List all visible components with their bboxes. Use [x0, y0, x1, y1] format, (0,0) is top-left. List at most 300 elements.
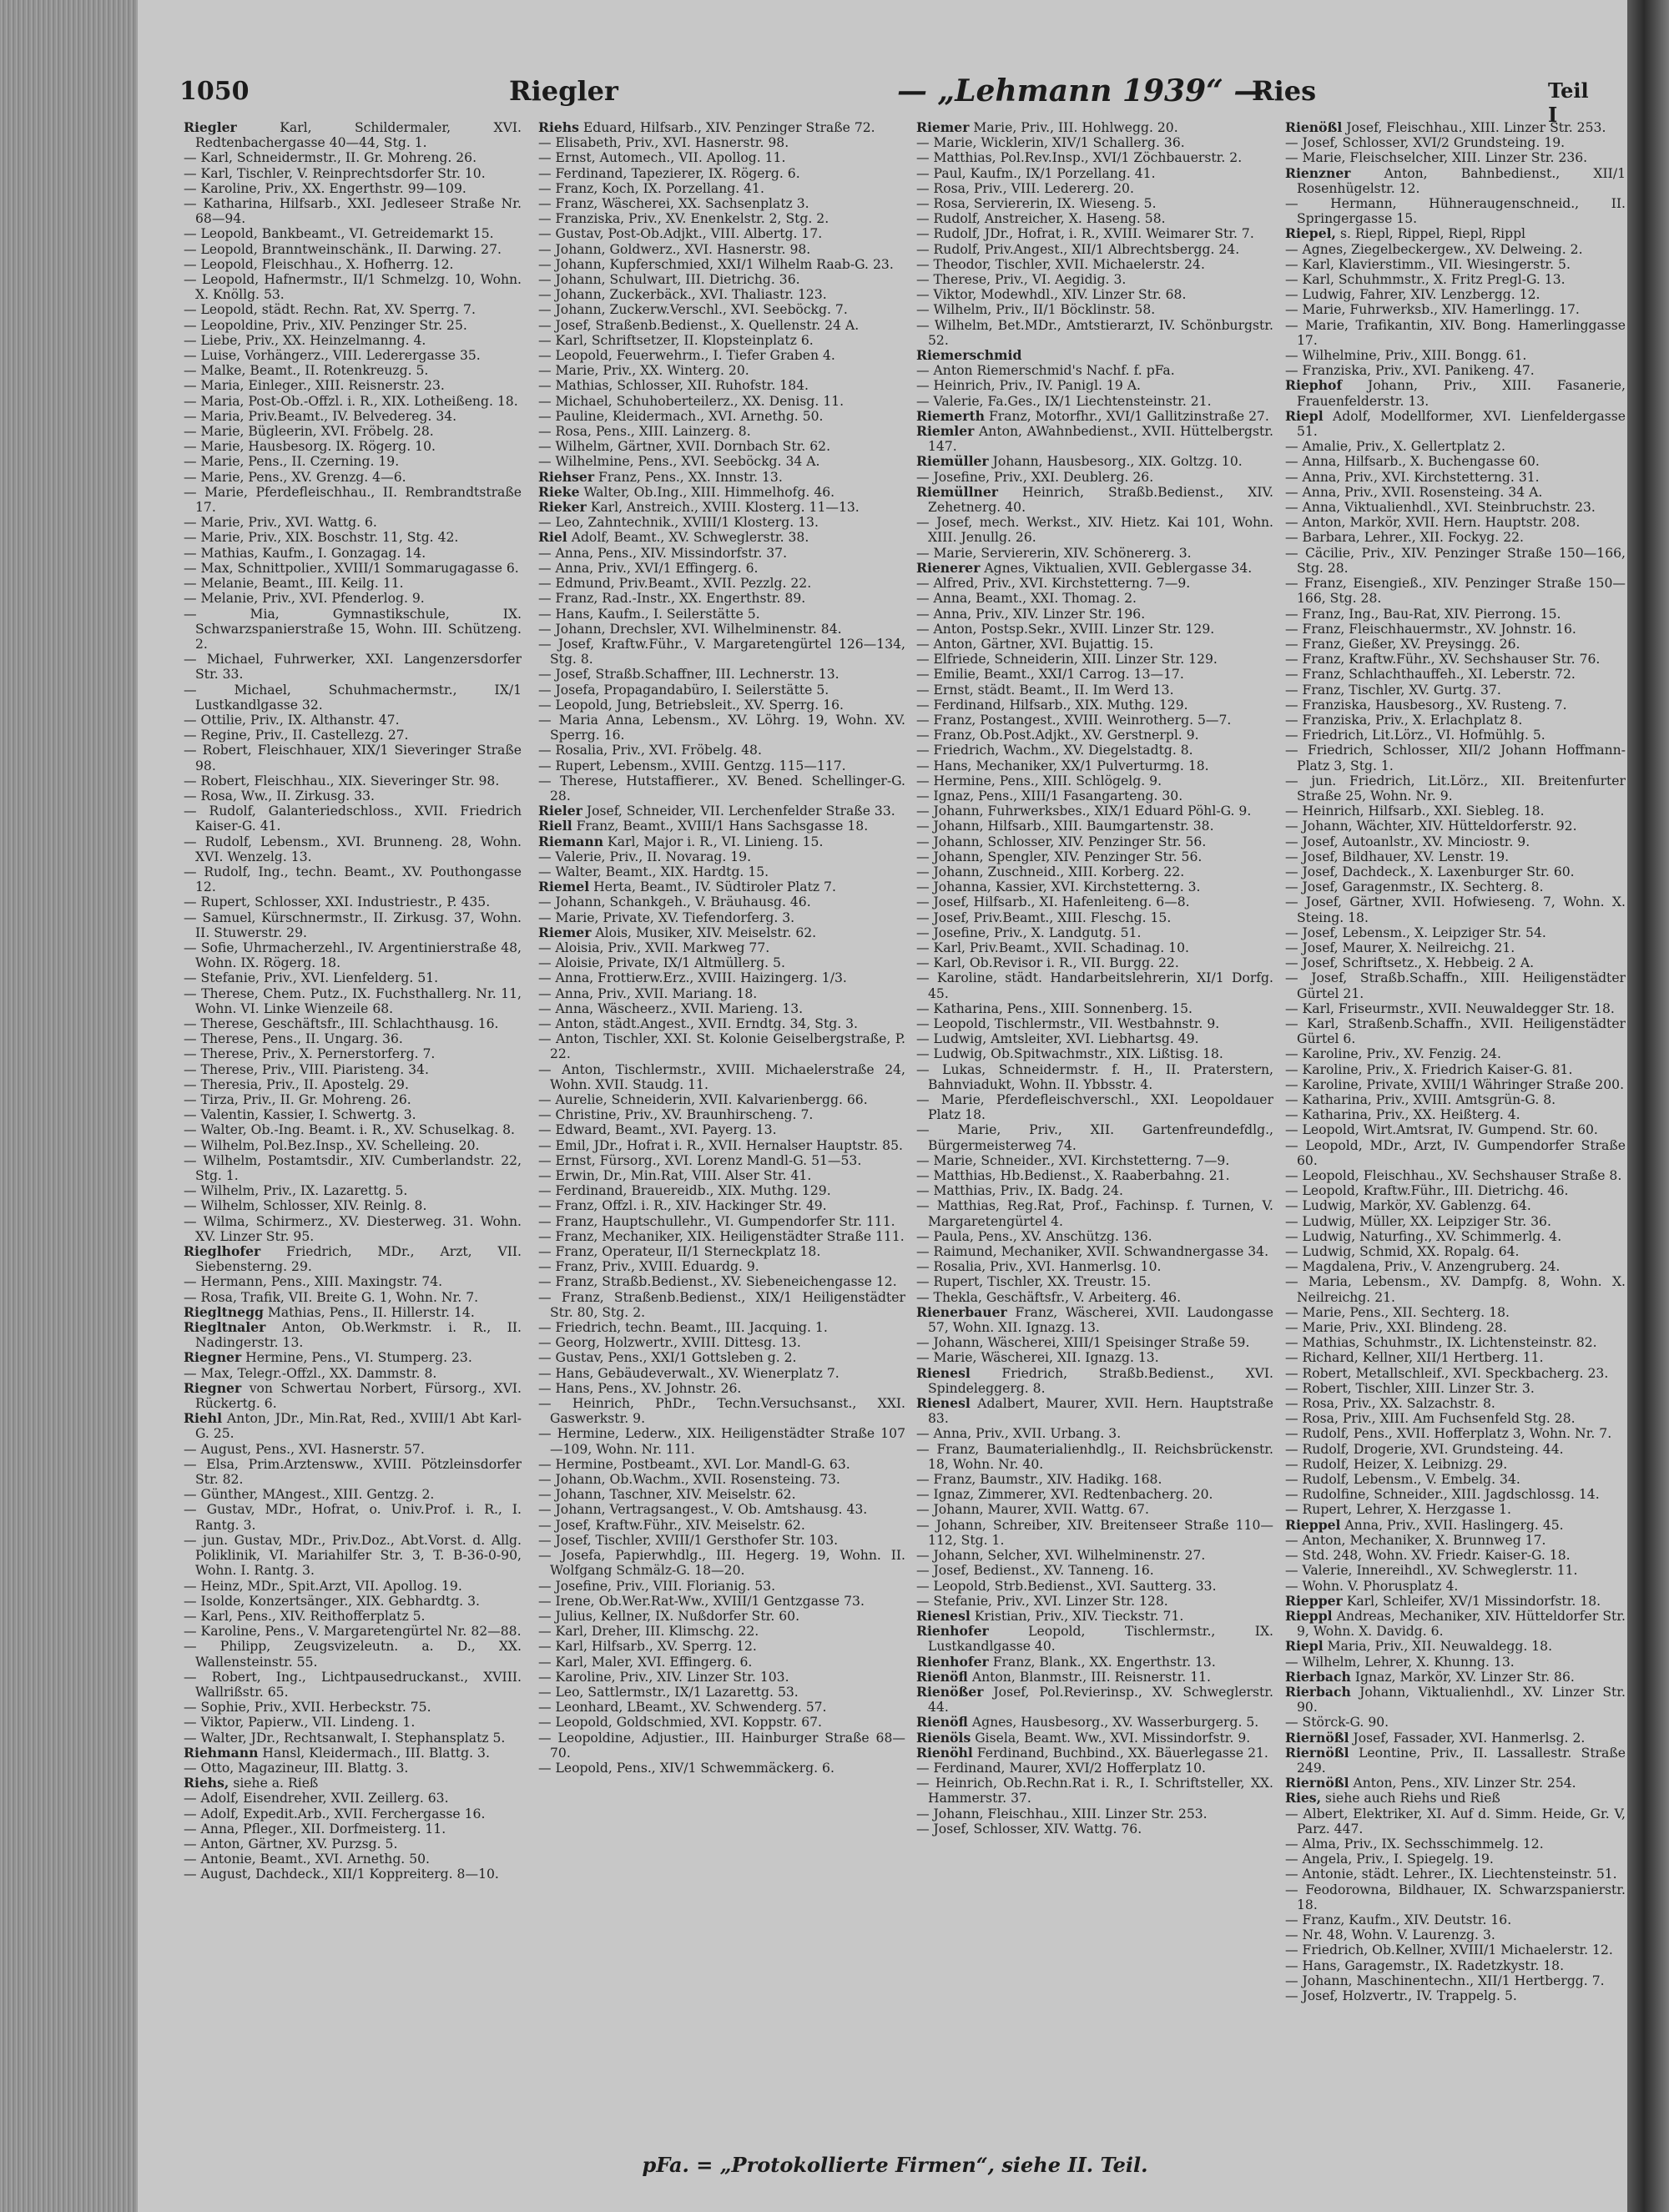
directory-entry: — Josef, Schlosser, XIV. Wattg. 76. [916, 1821, 1142, 1837]
directory-entry: — Rudolf, Ing., techn. Beamt., XV. Pouthongasse 12. [184, 864, 522, 895]
directory-entry: — Matthias, Hb.Bedienst., X. Raaberbahng. 21. [916, 1168, 1230, 1184]
directory-entry: — Ferdinand, Hilfsarb., XIX. Muthg. 129. [916, 697, 1188, 713]
directory-entry: Ries, siehe auch Riehs und Rieß [1285, 1790, 1500, 1806]
directory-entry: — Rudolf, Pens., XVII. Hofferplatz 3, Wohn. Nr. 7. [1285, 1426, 1612, 1442]
directory-entry: Rienerbauer Franz, Wäscherei, XVII. Laudongasse 57, Wohn. XII. Ignazg. 13. [916, 1303, 1273, 1336]
directory-entry: Riemüller Johann, Hausbesorg., XIX. Goltzg. 10. [916, 453, 1243, 470]
directory-entry: — Therese, Geschäftsfr., III. Schlachthausg. 16. [184, 1015, 499, 1031]
directory-entry: — Josef, Schriftsetz., X. Hebbeig. 2 A. [1285, 955, 1535, 971]
directory-entry: — Franziska, Priv., XV. Enenkelstr. 2, Stg. 2. [538, 211, 829, 227]
directory-entry: — Ludwig, Amtsleiter, XVI. Liebhartsg. 49. [916, 1031, 1199, 1047]
directory-entry: — Josef, Lebensm., X. Leipziger Str. 54. [1285, 925, 1546, 940]
directory-entry: — Johann, Zuckerbäck., XVI. Thaliastr. 123. [538, 287, 827, 303]
directory-entry: — Therese, Priv., VIII. Piaristeng. 34. [184, 1061, 429, 1077]
directory-entry: Rienzner Anton, Bahnbedienst., XII/1 Rosenhügelstr. 12. [1285, 164, 1626, 196]
directory-entry: — Johann, Ob.Wachm., XVII. Rosensteing. 73. [538, 1472, 840, 1488]
directory-entry: — Anna, Hilfsarb., X. Buchengasse 60. [1285, 454, 1540, 470]
directory-entry: — Maria, Einleger., XIII. Reisnerstr. 23. [184, 378, 445, 394]
directory-entry: — Liebe, Priv., XX. Heinzelmanng. 4. [184, 332, 426, 348]
directory-entry: — Friedrich, Schlosser, XII/2 Johann Hoffmann-Platz 3, Stg. 1. [1285, 743, 1626, 773]
directory-entry: — Wohn. V. Phorusplatz 4. [1285, 1578, 1459, 1594]
column-4 [1285, 120, 1626, 2131]
directory-entry: — jun. Friedrich, Lit.Lörz., XII. Breitenfurter Straße 25, Wohn. Nr. 9. [1285, 773, 1626, 804]
directory-entry: — Karoline, Priv., X. Friedrich Kaiser-G. 81. [1285, 1061, 1573, 1077]
directory-entry: — Johann, Kupferschmied, XXI/1 Wilhelm Raab-G. 23. [538, 256, 894, 272]
directory-entry: — Marie, Priv., XII. Gartenfreundefdlg., Bürgermeisterweg 74. [916, 1122, 1273, 1153]
directory-entry: — Regine, Priv., II. Castellezg. 27. [184, 728, 409, 743]
directory-entry: — Rosa, Priv., XX. Salzachstr. 8. [1285, 1396, 1495, 1412]
directory-entry: — Rupert, Lehrer, X. Herzgasse 1. [1285, 1502, 1512, 1518]
directory-entry: — Michael, Schuhmachermstr., IX/1 Lustkandlgasse 32. [184, 682, 522, 713]
directory-entry: Riemann Karl, Major i. R., VI. Linieng. 15. [538, 833, 824, 849]
directory-entry: — Therese, Pens., II. Ungarg. 36. [184, 1031, 403, 1047]
directory-entry: — Wilhelm, Gärtner, XVII. Dornbach Str. 62. [538, 439, 831, 455]
directory-entry: Rieppl Andreas, Mechaniker, XIV. Hütteldorfer Str. 9, Wohn. X. Davidg. 6. [1285, 1607, 1626, 1640]
directory-entry: — Wilhelmine, Priv., XIII. Bongg. 61. [1285, 348, 1527, 364]
directory-entry: — Erwin, Dr., Min.Rat, VIII. Alser Str. 41. [538, 1168, 812, 1184]
directory-entry: — Leopold, Feuerwehrm., I. Tiefer Graben 4. [538, 348, 835, 364]
directory-entry: — Rosa, Serviererin, IX. Wieseng. 5. [916, 196, 1157, 212]
directory-entry: — Franz, Priv., XVIII. Eduardg. 9. [538, 1259, 759, 1275]
directory-entry: — Angela, Priv., I. Spiegelg. 19. [1285, 1852, 1494, 1867]
directory-entry: Rieler Josef, Schneider, VII. Lerchenfelder Straße 33. [538, 803, 895, 819]
directory-entry: Riemel Herta, Beamt., IV. Südtiroler Platz 7. [538, 879, 836, 895]
directory-entry: — Rudolf, Drogerie, XVI. Grundsteing. 44. [1285, 1441, 1564, 1457]
directory-entry: — Friedrich, Ob.Kellner, XVIII/1 Michaelerstr. 12. [1285, 1942, 1613, 1958]
footer-note: pFa. = „Protokollierte Firmen“, siehe II. Teil. [642, 2153, 1148, 2177]
directory-entry: Rienesl Kristian, Priv., XIV. Tieckstr. 71. [916, 1607, 1184, 1624]
directory-entry: — Cäcilie, Priv., XIV. Penzinger Straße 150—166, Stg. 28. [1285, 545, 1626, 576]
directory-entry: — Karoline, städt. Handarbeitslehrerin, XI/1 Dorfg. 45. [916, 970, 1273, 1001]
directory-entry: — Elsa, Prim.Arztensww., XVIII. Pötzleinsdorfer Str. 82. [184, 1456, 522, 1488]
directory-entry: Rienößl Josef, Fleischhau., XIII. Linzer Str. 253. [1285, 120, 1606, 135]
directory-entry: — Josef, Autoanlstr., XV. Minciostr. 9. [1285, 834, 1530, 849]
directory-entry: — Anton, Tischlermstr., XVIII. Michaelerstraße 24, Wohn. XVII. Staudg. 11. [538, 1061, 905, 1092]
directory-entry: — Josef, Bedienst., XV. Tanneng. 16. [916, 1563, 1154, 1579]
directory-entry: Riepper Karl, Schleifer, XV/1 Missindorfstr. 18. [1285, 1592, 1601, 1609]
directory-entry: — Josef, Hilfsarb., XI. Hafenleiteng. 6—8. [916, 894, 1190, 910]
directory-entry: — Wilhelm, Schlosser, XIV. Reinlg. 8. [184, 1198, 427, 1214]
directory-entry: — Heinrich, Priv., IV. Panigl. 19 A. [916, 378, 1141, 394]
directory-entry: Riehs, siehe a. Rieß [184, 1775, 319, 1791]
directory-entry: — Sophie, Priv., XVII. Herbeckstr. 75. [184, 1700, 431, 1716]
directory-entry: — Johann, Maurer, XVII. Wattg. 67. [916, 1502, 1149, 1518]
directory-entry: — Robert, Fleischhauer, XIX/1 Sieveringer Straße 98. [184, 743, 522, 773]
directory-entry: — Alma, Priv., IX. Sechsschimmelg. 12. [1285, 1836, 1544, 1852]
directory-entry: Riehl Anton, JDr., Min.Rat, Red., XVIII/1 Abt Karl-G. 25. [184, 1410, 522, 1442]
directory-entry: — Störck-G. 90. [1285, 1715, 1389, 1731]
directory-entry: — Franziska, Priv., XVI. Panikeng. 47. [1285, 363, 1535, 379]
directory-entry: — Franz, Eisengieß., XIV. Penzinger Straße 150—166, Stg. 28. [1285, 576, 1626, 607]
directory-entry: — Marie, Serviererin, XIV. Schönererg. 3. [916, 545, 1192, 561]
directory-entry: — Karl, Ob.Revisor i. R., VII. Burgg. 22. [916, 955, 1179, 971]
directory-entry: — Anna, Priv., XIV. Linzer Str. 196. [916, 606, 1146, 622]
directory-entry: — Mia, Gymnastikschule, IX. Schwarzspanierstraße 15, Wohn. III. Schützeng. 2. [184, 606, 522, 652]
directory-entry: Riephof Johann, Priv., XIII. Fasanerie, Frauenfelderstr. 13. [1285, 377, 1626, 409]
directory-entry: — Antonie, städt. Lehrer., IX. Liechtensteinstr. 51. [1285, 1867, 1617, 1882]
directory-entry: — Hans, Mechaniker, XX/1 Pulverturmg. 18. [916, 758, 1209, 773]
directory-entry: — Leopold, Bankbeamt., VI. Getreidemarkt 15. [184, 226, 494, 242]
directory-entry: — Michael, Fuhrwerker, XXI. Langenzersdorfer Str. 33. [184, 652, 522, 683]
directory-entry: — Stefanie, Priv., XVI. Lienfelderg. 51. [184, 970, 439, 986]
directory-entry: — Matthias, Reg.Rat, Prof., Fachinsp. f. Turnen, V. Margaretengürtel 4. [916, 1198, 1273, 1229]
directory-entry: — Josef, Dachdeck., X. Laxenburger Str. 60. [1285, 864, 1575, 879]
directory-entry: — Josef, Maurer, X. Neilreichg. 21. [1285, 940, 1515, 955]
directory-entry: — Georg, Holzwertr., XVIII. Dittesg. 13. [538, 1335, 801, 1351]
directory-entry: — Robert, Fleischhau., XIX. Sieveringer Str. 98. [184, 773, 500, 789]
directory-entry: Riepl Maria, Priv., XII. Neuwaldegg. 18. [1285, 1638, 1553, 1655]
directory-entry: — Leopold, städt. Rechn. Rat, XV. Sperrg. 7. [184, 302, 476, 318]
directory-entry: — Julius, Kellner, IX. Nußdorfer Str. 60. [538, 1608, 800, 1624]
directory-entry: — Rosa, Priv., VIII. Ledererg. 20. [916, 180, 1134, 196]
directory-entry: — Rupert, Lebensm., XVIII. Gentzg. 115—117. [538, 758, 846, 773]
directory-entry: Rienesl Adalbert, Maurer, XVII. Hern. Hauptstraße 83. [916, 1395, 1273, 1427]
directory-entry: — Leopold, Goldschmied, XVI. Koppstr. 67. [538, 1715, 823, 1731]
directory-entry: — Wilhelm, Pol.Bez.Insp., XV. Schelleing. 20. [184, 1137, 480, 1153]
directory-entry: — Thekla, Geschäftsfr., V. Arbeiterg. 46. [916, 1289, 1182, 1305]
directory-entry: — Franz, Ob.Post.Adjkt., XV. Gerstnerpl. 9. [916, 728, 1199, 743]
directory-entry: — Karl, Schuhmmstr., X. Fritz Pregl-G. 13. [1285, 272, 1566, 288]
directory-entry: — August, Dachdeck., XII/1 Koppreiterg. 8—10. [184, 1867, 499, 1882]
directory-entry: — Johann, Selcher, XVI. Wilhelminenstr. 27. [916, 1548, 1206, 1564]
directory-entry: — Josef, Holzvertr., IV. Trappelg. 5. [1285, 1988, 1517, 2003]
directory-entry: — Hans, Gebäudeverwalt., XV. Wienerplatz 7. [538, 1365, 840, 1381]
directory-entry: — Johann, Fleischhau., XIII. Linzer Str. 253. [916, 1806, 1208, 1821]
directory-entry: — Franz, Fleischhauermstr., XV. Johnstr. 16. [1285, 621, 1576, 637]
directory-entry: — jun. Gustav, MDr., Priv.Doz., Abt.Vorst. d. Allg. Poliklinik, VI. Mariahilfer Str. 3, T. B-36-0-90, Wohn. I. Rantg. 3. [184, 1532, 522, 1579]
directory-entry: — Johann, Hilfsarb., XIII. Baumgartenstr. 38. [916, 819, 1214, 834]
directory-entry: — Karl, Straßenb.Schaffn., XVII. Heiligenstädter Gürtel 6. [1285, 1015, 1626, 1047]
directory-entry: — Matthias, Pol.Rev.Insp., XVI/1 Zöchbauerstr. 2. [916, 150, 1243, 166]
directory-entry: — Franz, Baumstr., XIV. Hadikg. 168. [916, 1472, 1162, 1488]
directory-entry: Rienöhl Ferdinand, Buchbind., XX. Bäuerlegasse 21. [916, 1744, 1268, 1761]
directory-entry: — Wilhelm, Priv., IX. Lazarettg. 5. [184, 1183, 408, 1199]
directory-entry: — Leopold, Jung, Betriebsleit., XV. Sperrg. 16. [538, 697, 845, 713]
directory-entry: — Irene, Ob.Wer.Rat-Ww., XVIII/1 Gentzgasse 73. [538, 1593, 865, 1609]
directory-entry: — Barbara, Lehrer., XII. Fockyg. 22. [1285, 530, 1525, 546]
directory-entry: — Rudolf, Lebensm., V. Embelg. 34. [1285, 1472, 1520, 1488]
directory-entry: — Franz, Kraftw.Führ., XV. Sechshauser Str. 76. [1285, 652, 1601, 668]
directory-entry: — Wilhelm, Priv., II/1 Böcklinstr. 58. [916, 302, 1156, 318]
directory-entry: Riemer Marie, Priv., III. Hohlwegg. 20. [916, 120, 1178, 135]
directory-entry: Rienöfl Anton, Blanmstr., III. Reisnerstr. 11. [916, 1668, 1212, 1685]
directory-entry: — Mathias, Schlosser, XII. Ruhofstr. 184. [538, 378, 809, 394]
directory-entry: — Josefine, Priv., VIII. Florianig. 53. [538, 1578, 776, 1594]
directory-entry: — Rudolf, Lebensm., XVI. Brunneng. 28, Wohn. XVI. Wenzelg. 13. [184, 834, 522, 864]
directory-entry: — Anton, Postsp.Sekr., XVIII. Linzer Str. 129. [916, 621, 1215, 637]
directory-entry: — Theodor, Tischler, XVII. Michaelerstr. 24. [916, 256, 1205, 272]
directory-entry: — Marie, Priv., XXI. Blindeng. 28. [1285, 1320, 1507, 1336]
directory-entry: — Ernst, Automech., VII. Apollog. 11. [538, 150, 786, 166]
directory-entry: — Rupert, Tischler, XX. Treustr. 15. [916, 1274, 1152, 1290]
directory-entry: — Rudolf, Galanteriedschloss., XVII. Friedrich Kaiser-G. 41. [184, 804, 522, 834]
directory-entry: — Nr. 48, Wohn. V. Laurenzg. 3. [1285, 1927, 1495, 1943]
directory-entry: — Ludwig, Naturfing., XV. Schimmerlg. 4. [1285, 1228, 1562, 1244]
header-title: — „Lehmann 1939“ — [897, 73, 1264, 108]
directory-entry: — Karl, Maler, XVI. Effingerg. 6. [538, 1654, 753, 1670]
directory-entry: — Samuel, Kürschnermstr., II. Zirkusg. 37, Wohn. II. Stuwerstr. 29. [184, 909, 522, 940]
directory-entry: — Franz, Baumaterialienhdlg., II. Reichsbrückenstr. 18, Wohn. Nr. 40. [916, 1441, 1273, 1472]
directory-entry: Riell Franz, Beamt., XVIII/1 Hans Sachsgasse 18. [538, 818, 869, 834]
directory-entry: — Leopold, Fleischhau., X. Hofherrg. 12. [184, 256, 454, 272]
directory-entry: — Marie, Pferdefleischhau., II. Rembrandtstraße 17. [184, 484, 522, 516]
directory-entry: — Marie, Wicklerin, XIV/1 Schallerg. 36. [916, 135, 1185, 151]
directory-entry: Rienerer Agnes, Viktualien, XVII. Geblergasse 34. [916, 559, 1253, 576]
directory-entry: — Wilhelm, Lehrer, X. Khunng. 13. [1285, 1654, 1515, 1670]
directory-entry: — Leopold, Pens., XIV/1 Schwemmäckerg. 6. [538, 1760, 834, 1776]
directory-entry: — Gustav, Post-Ob.Adjkt., VIII. Albertg. 17. [538, 226, 823, 242]
directory-entry: — Anna, Priv., XVII. Mariang. 18. [538, 985, 758, 1001]
directory-entry: — Johann, Zuschneid., XIII. Korberg. 22. [916, 864, 1185, 879]
directory-entry: — Leopold, MDr., Arzt, IV. Gumpendorfer Straße 60. [1285, 1137, 1626, 1168]
directory-entry: — Ludwig, Müller, XX. Leipziger Str. 36. [1285, 1213, 1551, 1229]
directory-entry: — Josef, Kraftw.Führ., XIV. Meiselstr. 62. [538, 1517, 805, 1533]
directory-entry: — August, Pens., XVI. Hasnerstr. 57. [184, 1441, 425, 1457]
directory-entry: — Friedrich, Lit.Lörz., VI. Hofmühlg. 5. [1285, 728, 1545, 743]
directory-entry: — Magdalena, Priv., V. Anzengruberg. 24. [1285, 1259, 1561, 1275]
directory-entry: Riehmann Hansl, Kleidermach., III. Blattg. 3. [184, 1744, 490, 1761]
directory-entry: — Karoline, Private, XVIII/1 Währinger Straße 200. [1285, 1076, 1625, 1092]
directory-entry: — Walter, Ob.-Ing. Beamt. i. R., XV. Schuselkag. 8. [184, 1122, 515, 1138]
directory-entry: — Robert, Tischler, XIII. Linzer Str. 3. [1285, 1380, 1535, 1396]
directory-entry: Riepel, s. Riepl, Rippel, Riepl, Rippl [1285, 225, 1526, 242]
running-header [179, 73, 1602, 127]
directory-entry: — Elfriede, Schneiderin, XIII. Linzer Str. 129. [916, 652, 1218, 668]
directory-entry: — Karl, Pens., XIV. Reithofferplatz 5. [184, 1608, 426, 1624]
directory-entry: — Johann, Schlosser, XIV. Penzinger Str. 56. [916, 834, 1207, 849]
directory-entry: — Ludwig, Fahrer, XIV. Lenzbergg. 12. [1285, 287, 1540, 303]
directory-entry: — Lukas, Schneidermstr. f. H., II. Praterstern, Bahnviadukt, Wohn. II. Ybbsstr. 4. [916, 1061, 1273, 1092]
directory-entry: — Michael, Schuhoberteilerz., XX. Denisg. 11. [538, 393, 845, 409]
directory-entry: — Friedrich, techn. Beamt., III. Jacquing. 1. [538, 1320, 828, 1336]
directory-entry: Riegltnegg Mathias, Pens., II. Hillerstr. 14. [184, 1303, 475, 1320]
directory-entry: — Günther, MAngest., XIII. Gentzg. 2. [184, 1487, 435, 1503]
directory-entry: — Johann, Vertragsangest., V. Ob. Amtshausg. 43. [538, 1502, 868, 1518]
directory-entry: — Aloisie, Private, IX/1 Altmüllerg. 5. [538, 955, 785, 971]
directory-entry: — Katharina, Hilfsarb., XXI. Jedleseer Straße Nr. 68—94. [184, 196, 522, 227]
directory-entry: — Marie, Fuhrwerksb., XIV. Hamerlingg. 17. [1285, 302, 1580, 318]
directory-entry: — Johann, Fuhrwerksbes., XIX/1 Eduard Pöhl-G. 9. [916, 804, 1252, 819]
directory-entry: — Rosa, Pens., XIII. Lainzerg. 8. [538, 424, 751, 440]
directory-entry: — Karl, Friseurmstr., XVII. Neuwaldegger Str. 18. [1285, 1000, 1615, 1016]
directory-entry: — Mathias, Schuhmstr., IX. Lichtensteinstr. 82. [1285, 1335, 1597, 1351]
directory-entry: Rieppel Anna, Priv., XVII. Haslingerg. 45. [1285, 1516, 1564, 1533]
directory-entry: — Agnes, Ziegelbeckergew., XV. Delweing. 2. [1285, 241, 1583, 257]
directory-entry: — Anna, Priv., XVI/1 Effingerg. 6. [538, 560, 759, 576]
directory-entry: Rierbach Ignaz, Markör, XV. Linzer Str. 86. [1285, 1668, 1575, 1685]
directory-entry: — Heinz, MDr., Spit.Arzt, VII. Apollog. 19. [184, 1578, 462, 1594]
directory-entry: — Ludwig, Schmid, XX. Ropalg. 64. [1285, 1244, 1520, 1260]
directory-entry: — Marie, Pens., XII. Sechterg. 18. [1285, 1304, 1510, 1320]
directory-entry: — Rosalia, Priv., XVI. Fröbelg. 48. [538, 743, 762, 758]
directory-entry: Riemerschmid [916, 347, 1022, 364]
directory-entry: — Josef, Straßenb.Bedienst., X. Quellenstr. 24 A. [538, 317, 860, 333]
directory-entry: — Maria, Lebensm., XV. Dampfg. 8, Wohn. X. Neilreichg. 21. [1285, 1274, 1626, 1305]
page-gutter [1627, 0, 1669, 2212]
directory-entry: — Rosalia, Priv., XVI. Hanmerlsg. 10. [916, 1259, 1162, 1275]
directory-entry: — Johann, Spengler, XIV. Penzinger Str. 56. [916, 849, 1203, 864]
directory-entry: — Rudolf, Anstreicher, X. Haseng. 58. [916, 211, 1166, 227]
directory-entry: — Ernst, städt. Beamt., II. Im Werd 13. [916, 682, 1174, 698]
directory-entry: — Karoline, Priv., XX. Engerthstr. 99—109. [184, 180, 466, 196]
directory-entry: Rierbach Johann, Viktualienhdl., XV. Linzer Str. 90. [1285, 1683, 1626, 1716]
directory-entry: — Anton Riemerschmid's Nachf. f. pFa. [916, 363, 1175, 379]
directory-entry: — Marie, Pens., XV. Grenzg. 4—6. [184, 469, 406, 485]
directory-entry: — Anna, Wäscheerz., XVII. Marieng. 13. [538, 1000, 804, 1016]
directory-entry: — Maria, Priv.Beamt., IV. Belvedereg. 34. [184, 408, 457, 424]
directory-entry: — Leopold, Fleischhau., XV. Sechshauser Straße 8. [1285, 1168, 1622, 1184]
directory-entry: — Karl, Priv.Beamt., XVII. Schadinag. 10. [916, 940, 1189, 955]
directory-entry: — Anna, Frottierw.Erz., XVIII. Haizingerg. 1/3. [538, 970, 847, 986]
directory-entry: — Alfred, Priv., XVI. Kirchstetterng. 7—9. [916, 576, 1191, 592]
directory-entry: — Leopold, Hafnermstr., II/1 Schmelzg. 10, Wohn. X. Knöllg. 53. [184, 272, 522, 303]
directory-entry: — Albert, Elektriker, XI. Auf d. Simm. Heide, Gr. V, Parz. 447. [1285, 1806, 1626, 1837]
directory-entry: — Josef, Straßb.Schaffn., XIII. Heiligenstädter Gürtel 21. [1285, 970, 1626, 1001]
directory-entry: — Std. 248, Wohn. XV. Friedr. Kaiser-G. 18. [1285, 1548, 1571, 1564]
directory-entry: — Malke, Beamt., II. Rotenkreuzg. 5. [184, 363, 429, 379]
directory-entry: — Anna, Priv., XVI. Kirchstetterng. 31. [1285, 469, 1540, 485]
directory-entry: — Franz, Straßb.Bedienst., XV. Siebeneichengasse 12. [538, 1274, 897, 1290]
directory-entry: Riehser Franz, Pens., XX. Innstr. 13. [538, 468, 783, 485]
directory-entry: — Leonhard, LBeamt., XV. Schwenderg. 57. [538, 1700, 827, 1716]
directory-entry: — Franz, Hauptschullehr., VI. Gumpendorfer Str. 111. [538, 1213, 895, 1229]
directory-entry: — Katharina, Priv., XX. Heißterg. 4. [1285, 1107, 1520, 1123]
directory-entry: — Rosa, Priv., XIII. Am Fuchsenfeld Stg. 28. [1285, 1411, 1576, 1427]
directory-entry: — Josef, Priv.Beamt., XIII. Fleschg. 15. [916, 909, 1172, 925]
directory-entry: — Johann, Zuckerw.Verschl., XVI. Seeböckg. 7. [538, 302, 848, 318]
directory-entry: — Franz, Mechaniker, XIX. Heiligenstädter Straße 111. [538, 1228, 905, 1244]
directory-entry: — Therese, Priv., X. Pernerstorferg. 7. [184, 1046, 436, 1062]
directory-entry: Rieker Karl, Anstreich., XVIII. Klosterg. 11—13. [538, 499, 860, 516]
directory-entry: — Anton, Markör, XVII. Hern. Hauptstr. 208. [1285, 515, 1581, 531]
column-2 [538, 120, 905, 2131]
directory-entry: — Valerie, Priv., II. Novarag. 19. [538, 849, 752, 864]
directory-entry: Riegler Karl, Schildermaler, XVI. Redtenbachergasse 40—44, Stg. 1. [184, 120, 522, 151]
directory-entry: — Leopold, Strb.Bedienst., XVI. Sautterg. 33. [916, 1578, 1217, 1594]
directory-entry: — Mathias, Kaufm., I. Gonzagag. 14. [184, 545, 426, 561]
directory-entry: — Sofie, Uhrmacherzehl., IV. Argentinierstraße 48, Wohn. IX. Rögerg. 18. [184, 940, 522, 971]
directory-entry: — Ludwig, Ob.Spitwachmstr., XIX. Lißtisg. 18. [916, 1046, 1223, 1062]
directory-entry: Riemler Anton, AWahnbedienst., XVII. Hüttelbergstr. 147. [916, 423, 1273, 455]
directory-entry: — Marie, Wäscherei, XII. Ignazg. 13. [916, 1350, 1159, 1366]
directory-entry: — Franz, Operateur, II/1 Sterneckplatz 18. [538, 1244, 821, 1260]
directory-entry: — Marie, Trafikantin, XIV. Bong. Hamerlinggasse 17. [1285, 317, 1626, 348]
directory-entry: — Karoline, Pens., V. Margaretengürtel Nr. 82—88. [184, 1624, 522, 1640]
directory-entry: — Ferdinand, Tapezierer, IX. Rögerg. 6. [538, 165, 800, 181]
page-number: 1050 [179, 77, 250, 106]
directory-entry: Riegner von Schwertau Norbert, Fürsorg., XVI. Rückertg. 6. [184, 1379, 522, 1412]
directory-entry: — Franz, Gießer, XV. Preysingg. 26. [1285, 636, 1520, 652]
directory-entry: — Leopold, Branntweinschänk., II. Darwing. 27. [184, 241, 502, 257]
directory-entry: — Josefa, Papierwhdlg., III. Hegerg. 19, Wohn. II. Wolfgang Schmälz-G. 18—20. [538, 1548, 905, 1579]
directory-entry: — Anton, Gärtner, XVI. Bujattig. 15. [916, 636, 1154, 652]
directory-entry: — Theresia, Priv., II. Apostelg. 29. [184, 1076, 409, 1092]
directory-entry: — Anna, Pfleger., XII. Dorfmeisterg. 11. [184, 1821, 446, 1837]
directory-entry: — Hermine, Lederw., XIX. Heiligenstädter Straße 107—109, Wohn. Nr. 111. [538, 1426, 905, 1457]
directory-entry: — Katharina, Priv., XVIII. Amtsgrün-G. 8. [1285, 1092, 1556, 1107]
directory-entry: Rieglhofer Friedrich, MDr., Arzt, VII. Siebensterng. 29. [184, 1243, 522, 1275]
directory-entry: Rienöfl Agnes, Hausbesorg., XV. Wasserburgerg. 5. [916, 1714, 1259, 1731]
directory-entry: — Emil, JDr., Hofrat i. R., XVII. Hernalser Hauptstr. 85. [538, 1137, 903, 1153]
directory-entry: — Anton, Mechaniker, X. Brunnweg 17. [1285, 1532, 1546, 1548]
directory-entry: — Ignaz, Zimmerer, XVI. Redtenbacherg. 20. [916, 1487, 1213, 1503]
directory-entry: — Marie, Private, XV. Tiefendorferg. 3. [538, 909, 795, 925]
directory-entry: — Walter, JDr., Rechtsanwalt, I. Stephansplatz 5. [184, 1730, 506, 1746]
directory-entry: — Hans, Pens., XV. Johnstr. 26. [538, 1380, 742, 1396]
directory-entry: — Karoline, Priv., XV. Fenzig. 24. [1285, 1046, 1501, 1062]
directory-entry: — Karl, Schriftsetzer, II. Klopsteinplatz 6. [538, 332, 814, 348]
directory-entry: — Josef, Straßb.Schaffner, III. Lechnerstr. 13. [538, 667, 840, 683]
directory-entry: — Anton, Gärtner, XV. Purzsg. 5. [184, 1836, 398, 1852]
directory-entry: — Josefine, Priv., X. Landgutg. 51. [916, 925, 1142, 940]
directory-entry: — Matthias, Priv., IX. Badg. 24. [916, 1183, 1123, 1199]
directory-entry: — Rudolf, JDr., Hofrat, i. R., XVIII. Weimarer Str. 7. [916, 226, 1254, 242]
directory-entry: — Marie, Fleischselcher, XIII. Linzer Str. 236. [1285, 150, 1588, 166]
directory-entry: Riemer Alois, Musiker, XIV. Meiselstr. 62. [538, 924, 817, 940]
directory-entry: — Rudolf, Priv.Angest., XII/1 Albrechtsbergg. 24. [916, 241, 1240, 257]
directory-entry: — Edward, Beamt., XVI. Payerg. 13. [538, 1122, 777, 1138]
directory-entry: — Rudolf, Heizer, X. Leibnizg. 29. [1285, 1456, 1508, 1472]
directory-entry: — Franziska, Hausbesorg., XV. Rusteng. 7. [1285, 697, 1567, 713]
directory-entry: — Leo, Sattlermstr., IX/1 Lazarettg. 53. [538, 1684, 799, 1700]
directory-entry: — Viktor, Papierw., VII. Lindeng. 1. [184, 1715, 416, 1731]
directory-entry: — Ludwig, Markör, XV. Gablenzg. 64. [1285, 1198, 1531, 1214]
directory-entry: — Marie, Pferdefleischverschl., XXI. Leopoldauer Platz 18. [916, 1092, 1273, 1123]
directory-entry: — Maria, Post-Ob.-Offzl. i. R., XIX. Lotheißeng. 18. [184, 393, 518, 409]
directory-entry: — Marie, Priv., XX. Winterg. 20. [538, 363, 749, 379]
directory-entry: — Ottilie, Priv., IX. Althanstr. 47. [184, 712, 400, 728]
book-edge [0, 0, 138, 2212]
directory-entry: — Franziska, Priv., X. Erlachplatz 8. [1285, 712, 1523, 728]
directory-entry: — Karl, Tischler, V. Reinprechtsdorfer Str. 10. [184, 165, 486, 181]
directory-entry: — Josef, mech. Werkst., XIV. Hietz. Kai 101, Wohn. XIII. Jenullg. 26. [916, 515, 1273, 546]
directory-entry: — Ignaz, Pens., XIII/1 Fasangarteng. 30. [916, 788, 1183, 804]
directory-entry: — Marie, Schneider., XVI. Kirchstetterng. 7—9. [916, 1152, 1230, 1168]
column-3 [916, 120, 1273, 2131]
directory-entry: — Franz, Straßenb.Bedienst., XIX/1 Heiligenstädter Str. 80, Stg. 2. [538, 1289, 905, 1320]
directory-entry: — Therese, Hutstaffierer., XV. Bened. Schellinger-G. 28. [538, 773, 905, 804]
directory-entry: — Therese, Chem. Putz., IX. Fuchsthallerg. Nr. 11, Wohn. VI. Linke Wienzeile 68. [184, 985, 522, 1016]
directory-entry: — Friedrich, Wachm., XV. Diegelstadtg. 8. [916, 743, 1193, 758]
directory-entry: Rienößer Josef, Pol.Revierinsp., XV. Schweglerstr. 44. [916, 1683, 1273, 1716]
directory-entry: — Hans, Garagemstr., IX. Radetzkystr. 18. [1285, 1958, 1565, 1973]
directory-entry: — Therese, Priv., VI. Aegidig. 3. [916, 272, 1127, 288]
directory-entry: — Anton, städt.Angest., XVII. Erndtg. 34, Stg. 3. [538, 1015, 858, 1031]
directory-entry: — Katharina, Pens., XIII. Sonnenberg. 15. [916, 1000, 1193, 1016]
directory-entry: — Anna, Beamt., XXI. Thomag. 2. [916, 591, 1137, 607]
directory-entry: Rienesl Friedrich, Straßb.Bedienst., XVI. Spindeleggerg. 8. [916, 1364, 1273, 1396]
directory-entry: — Franz, Rad.-Instr., XX. Engerthstr. 89. [538, 591, 806, 607]
directory-entry: — Rosa, Ww., II. Zirkusg. 33. [184, 788, 375, 804]
directory-entry: — Josefine, Priv., XXI. Deublerg. 26. [916, 469, 1154, 485]
directory-entry: — Anton, Tischler, XXI. St. Kolonie Geiselbergstraße, P. 22. [538, 1031, 905, 1062]
directory-entry: — Anna, Priv., XVII. Urbang. 3. [916, 1426, 1122, 1442]
directory-entry: — Melanie, Priv., XVI. Pfenderlog. 9. [184, 591, 425, 607]
header-part-label: Teil I [1548, 78, 1589, 127]
directory-entry: — Josefa, Propagandabüro, I. Seilerstätte 5. [538, 682, 829, 698]
directory-entry: Riepl Adolf, Modellformer, XVI. Lienfeldergasse 51. [1285, 407, 1626, 440]
directory-entry: — Hermine, Postbeamt., XVI. Lor. Mandl-G. 63. [538, 1456, 850, 1472]
directory-entry: Riegner Hermine, Pens., VI. Stumperg. 23. [184, 1349, 472, 1366]
directory-entry: — Josef, Tischler, XVIII/1 Gersthofer Str. 103. [538, 1532, 839, 1548]
directory-entry: Riel Adolf, Beamt., XV. Schweglerstr. 38. [538, 529, 809, 546]
directory-entry: — Max, Schnittpolier., XVIII/1 Sommarugagasse 6. [184, 560, 519, 576]
directory-entry: — Tirza, Priv., II. Gr. Mohreng. 26. [184, 1092, 411, 1107]
directory-entry: — Valentin, Kassier, I. Schwertg. 3. [184, 1107, 416, 1123]
directory-entry: — Hermann, Hühneraugenschneid., II. Springergasse 15. [1285, 196, 1626, 227]
directory-entry: — Karl, Schneidermstr., II. Gr. Mohreng. 26. [184, 150, 477, 166]
directory-entry: — Ferdinand, Brauereidb., XIX. Muthg. 129. [538, 1183, 831, 1199]
